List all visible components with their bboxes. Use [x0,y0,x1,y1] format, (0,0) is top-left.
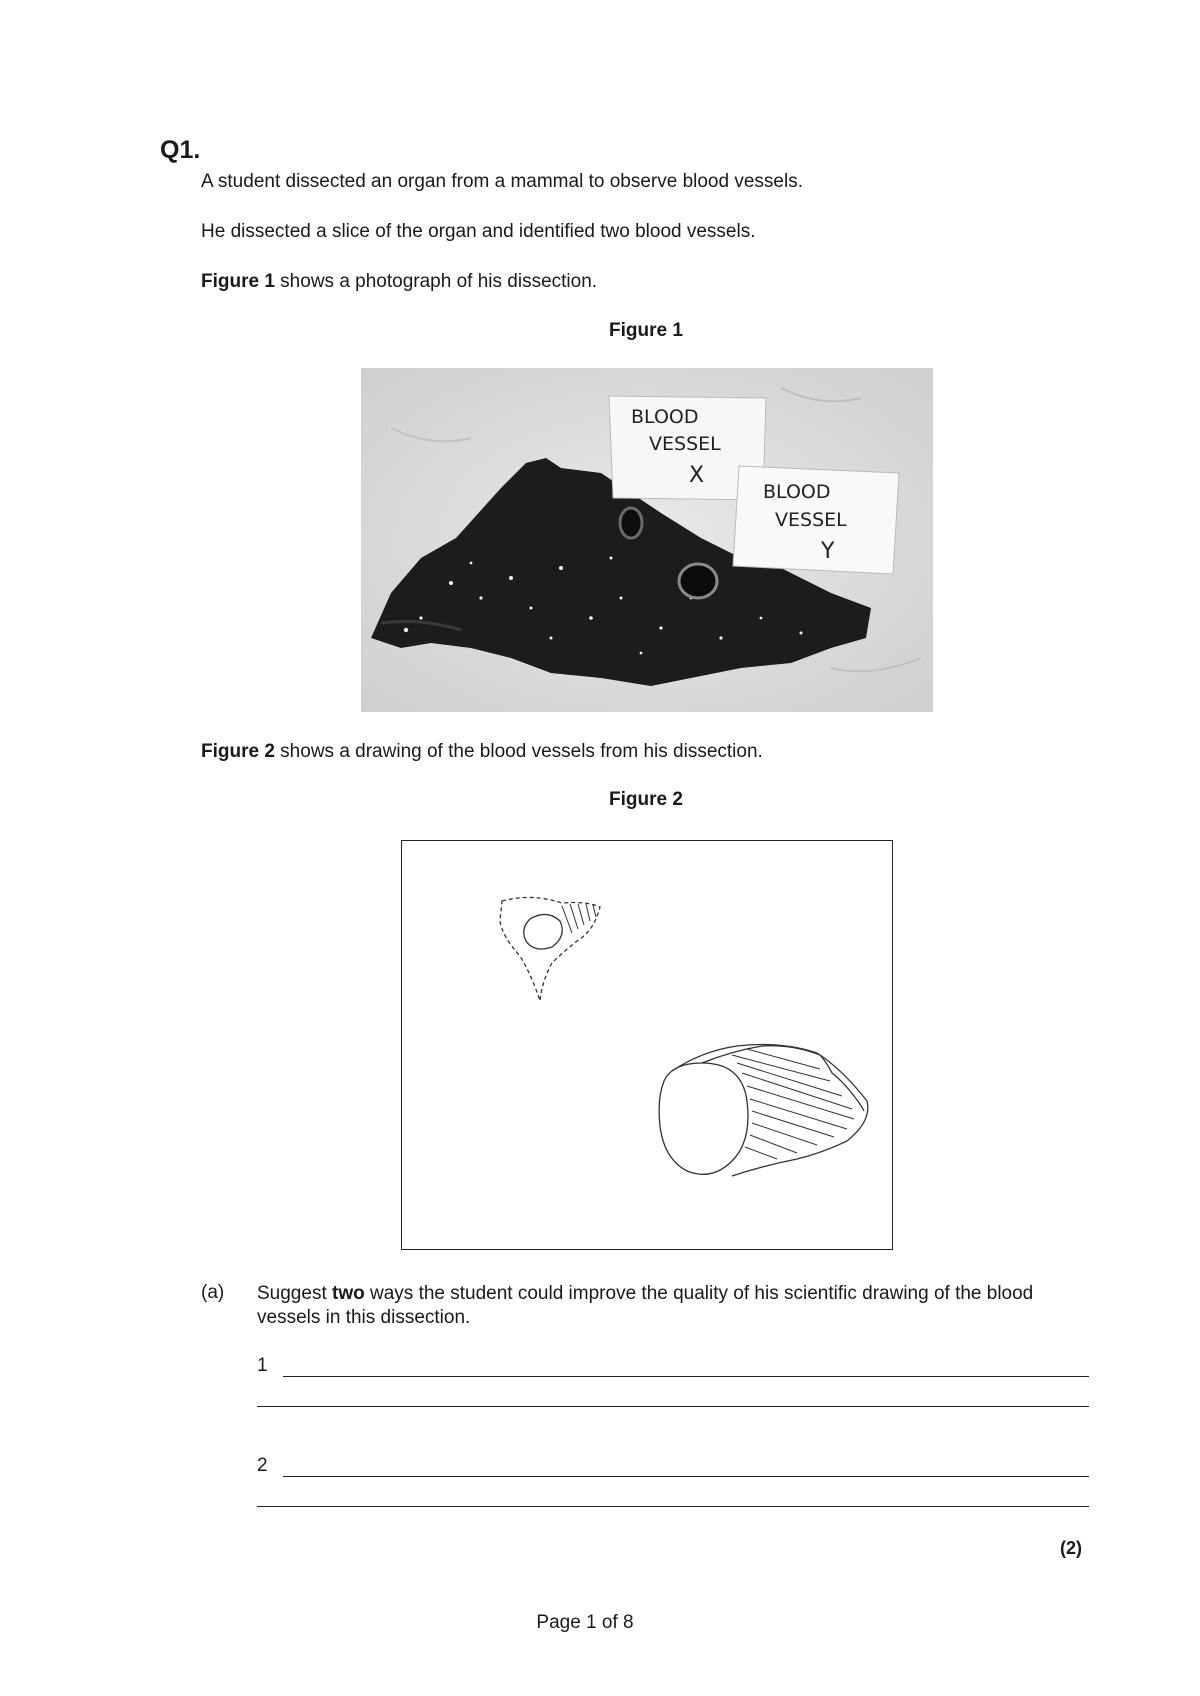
label-y-line1: BLOOD [763,481,831,503]
figure1-caption: Figure 1 [609,320,683,341]
figure1-reference [201,270,597,294]
part-a-label: (a) [201,1282,225,1303]
answer-2-line-1[interactable] [283,1475,1089,1477]
label-x-line2: VESSEL [649,433,721,455]
figure2-caption: Figure 2 [609,789,683,810]
label-x-line3: X [689,463,705,488]
answer-1-row-2 [257,1405,1089,1407]
small-vessel-outer [500,897,600,1001]
figure2-reference [201,740,763,764]
small-vessel-lumen [524,914,562,949]
answer-1-line-1[interactable] [283,1375,1089,1377]
page-footer [0,1612,1200,1634]
figure1-ref-bold: Figure 1 [201,271,275,292]
label-card-y [733,466,899,574]
answer-2-line-2[interactable] [257,1505,1089,1507]
figure2-ref-text: shows a drawing of the blood vessels from his dissection. [274,741,763,762]
answer-2-row-2 [257,1505,1089,1507]
question-number: Q1. [160,136,201,164]
answer-2-row [257,1455,1089,1477]
intro-text-1: A student dissected an organ from a mammal to observe blood vessels. [201,171,803,192]
answer-1-label: 1 [257,1355,268,1376]
answer-1-row [257,1355,1089,1377]
label-y-line3: Y [821,539,835,564]
figure1-ref-text: shows a photograph of his dissection. [274,271,598,292]
label-x-line1: BLOOD [631,406,699,428]
answer-2-label: 2 [257,1455,268,1476]
blood-vessel-drawing [401,840,893,1250]
label-y-line2: VESSEL [775,509,847,531]
large-vessel-lumen [659,1063,748,1174]
answer-1-line-2[interactable] [257,1405,1089,1407]
marks-label: (2) [1060,1538,1082,1558]
figure2-ref-bold: Figure 2 [201,741,275,762]
page-number: Page 1 of 8 [536,1612,634,1633]
intro-text-2: He dissected a slice of the organ and identified two blood vessels. [201,221,756,242]
part-a-question: Suggest two ways the student could improve the quality of his scientific drawing of the blood vessels in this dissection. [257,1283,1034,1328]
dissection-photograph [361,368,933,712]
